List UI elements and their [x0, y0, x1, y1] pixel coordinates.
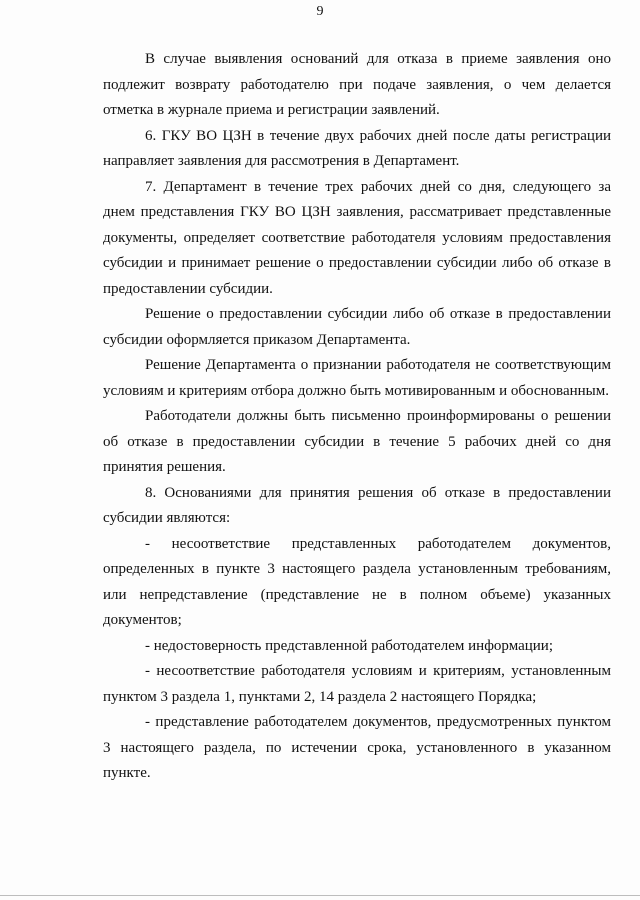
page-number: 9	[316, 4, 324, 19]
document-body	[103, 47, 611, 787]
paragraph-decision-order: Решение о предоставлении субсидии либо об отказе в предоставлении субсидии оформляется приказом Департамента.	[103, 306, 611, 348]
paragraph-item-8: 8. Основаниями для принятия решения об отказе в предоставлении субсидии являются:	[103, 484, 611, 526]
list-item-false-information: - недостоверность представленной работодателем информации;	[145, 637, 554, 654]
paragraph-refusal-return: В случае выявления оснований для отказа в приеме заявления оно подлежит возврату работодателю при подаче заявления, о чем делается отметка в журнале приема и регистрации заявлений.	[103, 51, 611, 118]
list-item-conditions-mismatch: - несоответствие работодателя условиям и критериям, установленным пунктом 3 раздела 1, пунктами 2, 14 раздела 2 настоящего Порядка;	[103, 663, 611, 705]
list-item-documents-mismatch: - несоответствие представленных работодателем документов, определенных в пункте 3 настоящего раздела установленным требованиям, или непредставление (представление не в полном объеме) указанных документов;	[103, 535, 611, 628]
paragraph-decision-motivated: Решение Департамента о признании работодателя не соответствующим условиям и критериям отбора должно быть мотивированным и обоснованным.	[103, 357, 611, 399]
list-item-late-submission: - представление работодателем документов, предусмотренных пунктом 3 настоящего раздела, по истечении срока, установленного в указанном пункте.	[103, 714, 611, 781]
paragraph-employer-notification: Работодатели должны быть письменно проинформированы о решении об отказе в предоставлении субсидии в течение 5 рабочих дней со дня принятия решения.	[103, 408, 611, 475]
paragraph-item-6: 6. ГКУ ВО ЦЗН в течение двух рабочих дней после даты регистрации направляет заявления для рассмотрения в Департамент.	[103, 127, 611, 169]
paragraph-item-7: 7. Департамент в течение трех рабочих дней со дня, следующего за днем представления ГКУ ВО ЦЗН заявления, рассматривает представленные документы, определяет соответствие работодателя условиям предоставления субсидии и принимает решение о предоставлении субсидии либо об отказе в предоставлении субсидии.	[103, 178, 611, 297]
page-bottom-rule	[0, 895, 640, 896]
